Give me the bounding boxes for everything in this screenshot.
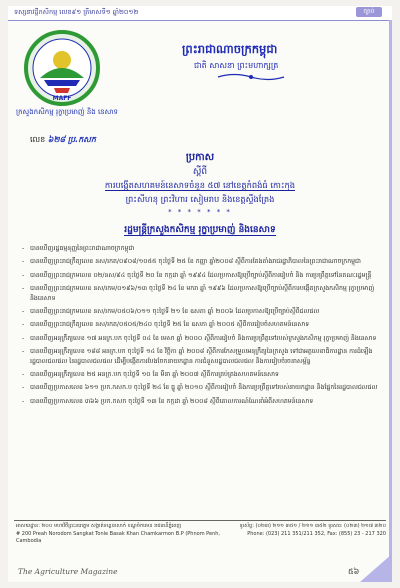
reference-number-line	[30, 134, 96, 146]
svg-text:MAFF: MAFF	[52, 95, 72, 102]
footer-contact	[238, 523, 386, 538]
list-item: - បានឃើញអនុក្រឹត្យលេខ ១៨៨ អនក្រ.បក ចុះថ្ងៃទី ១៤ ខែ វិច្ឆិកា ឆ្នាំ ២០០៨ ស្តីពីការកែសម្រួលអនុក្រឹត្យនៃក្រសួង ទៅជាអគ្គលេខាធិការដ្ឋាន ការដំឡើងរដ្ឋបាលជលផល នៃរដ្ឋបាលជលផល ដើម្បីបង្កើតការបែងចែកនាយកដ្ឋាន ការជំនួសរដ្ឋបាលជលផល និងការរៀបចំរចនាសម្ព័ន្ធ	[22, 347, 384, 366]
preamble-list	[22, 244, 384, 410]
magazine-name: The Agriculture Magazine	[18, 567, 118, 576]
list-item: - បានឃើញព្រះរាជក្រមលេខ នស/រកម/០១៩៦/១៣ ចុះថ្ងៃទី ២៤ ខែ មករា ឆ្នាំ ១៩៩៦ ដែលប្រកាសឱ្យប្រើច្បាប់ស្តីពីការបង្កើតក្រសួងកសិកម្ម រុក្ខាប្រមាញ់ និងនេសាទ	[22, 284, 384, 303]
list-item: - បានឃើញប្រកាសលេខ ៣៦៦ ប្រក.កសក ចុះថ្ងៃទី ១៣ ខែ កក្កដា ឆ្នាំ ២០០៨ ស្តីពីគោលការណ៍ណែនាំអំពីសហគមន៍នេសាទ	[22, 397, 384, 406]
subject-line-1	[8, 180, 392, 193]
list-item: - បានឃើញព្រះរាជក្រមលេខ នស/រកម/០៥០៦/០១១ ចុះថ្ងៃទី ២១ ខែ ឧសភា ឆ្នាំ ២០០៦ ដែលប្រកាសឱ្យប្រើច្បាប់ស្តីពីជលផល	[22, 307, 384, 316]
page-corner-decoration-icon	[360, 554, 392, 582]
prakas-heading: ប្រកាស	[185, 152, 215, 163]
list-item: - បានឃើញរដ្ឋធម្មនុញ្ញនៃព្រះរាជាណាចក្រកម្ពុជា	[22, 244, 384, 253]
ministry-logo-icon	[24, 30, 100, 106]
separator-stars: * * * * * * *	[168, 208, 232, 216]
sdeypi-heading: ស្តីពី	[192, 167, 208, 177]
footer-address-kh: អាសយដ្ឋាន: ២០០ មហាវិថីព្រះនរោត្តម សង្កាត់ទន្លេបាសាក់ ខណ្ឌចំការមន រាជធានីភ្នំពេញ	[16, 523, 182, 529]
kingdom-motto: ជាតិ សាសនា ព្រះមហាក្សត្រ	[194, 61, 279, 70]
list-item: - បានឃើញអនុក្រឹត្យលេខ ២៥ អនក្រ.បក ចុះថ្ងៃទី ១០ ខែ មីនា ឆ្នាំ ២០០៧ ស្តីពីការគ្រប់គ្រងសហគមន៍នេសាទ	[22, 370, 384, 379]
kingdom-title: ព្រះរាជាណាចក្រកម្ពុជា	[182, 42, 278, 56]
document-page	[8, 6, 392, 582]
list-item: - បានឃើញអនុក្រឹត្យលេខ ១៧ អនក្រ.បក ចុះថ្ងៃទី ០៤ ខែ មេសា ឆ្នាំ ២០០០ ស្តីពីការរៀបចំ និងការប្រព្រឹត្តទៅរបស់ក្រសួងកសិកម្ម រុក្ខាប្រមាញ់ និងនេសាទ	[22, 334, 384, 343]
magazine-header-band	[8, 6, 392, 21]
footer-phone-en: Phone: (023) 211 351/211 352, Fax: (855) 23 - 217 320	[247, 530, 386, 537]
page-edge-stripe	[389, 20, 392, 582]
footer-divider	[14, 520, 386, 521]
footer-phone-kh: ទូរស័ព្ទ: (០២៣) ២១១ ៣៥១ / ២១១ ៣៥២ ទូរសារ: (០២៣) ២១៧ ៣២០	[239, 523, 386, 529]
minister-heading-text: រដ្ឋមន្ត្រីក្រសួងកសិកម្ម រុក្ខាប្រមាញ់ និងនេសាទ	[124, 225, 276, 235]
subject-line-2: ព្រះសីហនុ ព្រះវិហារ សៀមរាប និងខេត្តស្ទឹងត្រែង	[125, 194, 275, 204]
list-item: - បានឃើញប្រកាសលេខ ៦១១ ប្រក.កសក.ប ចុះថ្ងៃទី ២៤ ខែ ធ្នូ ឆ្នាំ ២០១០ ស្តីពីការរៀបចំ និងការប្រព្រឹត្តទៅរបស់នាយកដ្ឋាន និងផ្នែកនៃរដ្ឋបាលជលផល	[22, 383, 384, 392]
reference-suffix: ប្រ.កសក	[67, 135, 96, 144]
reference-number: ៦២៨	[47, 135, 66, 144]
minister-heading	[8, 224, 392, 237]
list-item: - បានឃើញព្រះរាជក្រឹត្យលេខ នស/រកត/០៩០៨/១០៥៥ ចុះថ្ងៃទី ២៥ ខែ កញ្ញា ឆ្នាំ២០០៨ ស្តីពីការតែងតាំងរាជរដ្ឋាភិបាលនៃព្រះរាជាណាចក្រកម្ពុជា	[22, 257, 384, 266]
subject-line-1-text: ការបង្កើតសហគមន៍នេសាទចំនួន ៥៧ នៅខេត្តកំពង់ធំ កោះកុង	[104, 180, 296, 190]
footer-address	[16, 523, 226, 546]
footer-address-en: # 200 Preah Norodom Sangkat Tonle Basak Khan Chamkarmon B.P (Phnom Penh, Cambodia	[16, 530, 220, 545]
reference-label: លេខ	[30, 135, 46, 144]
list-item: - បានឃើញព្រះរាជក្រឹត្យលេខ នស/រកត/០៥០៥/២៤០ ចុះថ្ងៃទី ២៥ ខែ ឧសភា ឆ្នាំ ២០០៥ ស្តីពីការរៀបចំសហគមន៍នេសាទ	[22, 320, 384, 329]
list-item: - បានឃើញព្រះរាជក្រមលេខ ០២/នស/៩៤ ចុះថ្ងៃទី ២០ ខែ កក្កដា ឆ្នាំ ១៩៩៤ ដែលប្រកាសឱ្យប្រើច្បាប់ស្តីពីការរៀបចំ និង ការប្រព្រឹត្តទៅនៃគណៈរដ្ឋមន្ត្រី	[22, 271, 384, 280]
ornament-flourish-icon	[216, 72, 286, 82]
magazine-issue-title: ទស្សនាវដ្តីកសិកម្ម លេខ៩១ ត្រីមាសទី១ ឆ្នាំ២០១២	[14, 8, 139, 16]
section-tag: ច្បាប់	[356, 7, 382, 17]
page-number: ៥៦	[348, 567, 360, 576]
ministry-name: ក្រសួងកសិកម្ម រុក្ខាប្រមាញ់ និង នេសាទ	[16, 108, 118, 116]
